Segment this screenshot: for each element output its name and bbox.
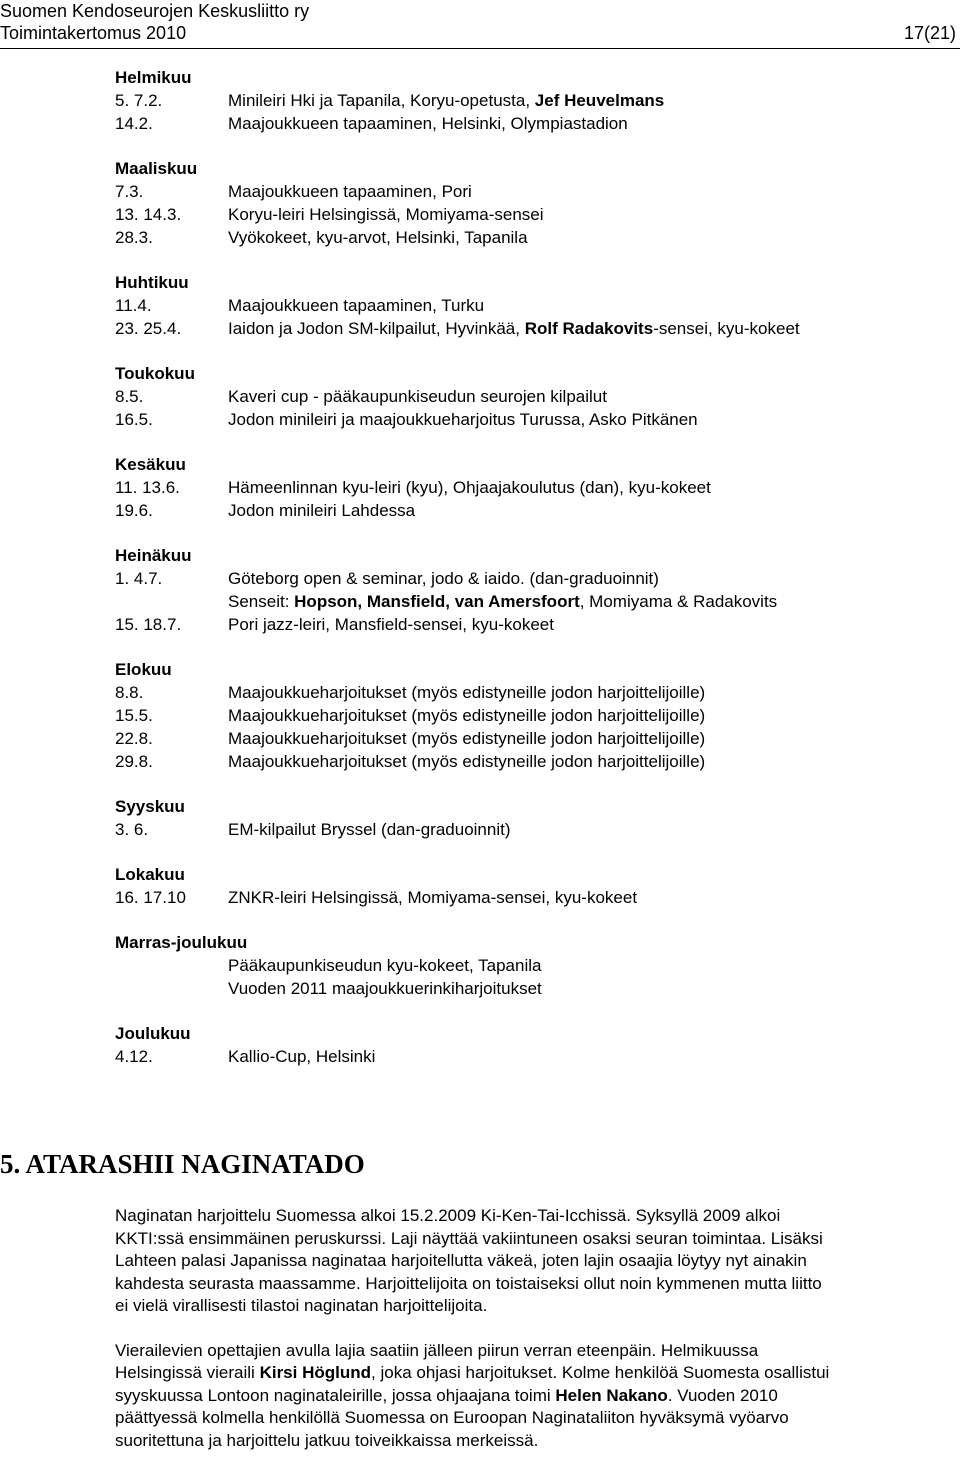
event-description xyxy=(228,681,935,704)
text-run: EM-kilpailut Bryssel (dan-graduoinnit) xyxy=(228,820,511,839)
text-run: Maajoukkueharjoitukset (myös edistyneille jodon harjoittelijoille) xyxy=(228,752,706,771)
event-date: 4.12. xyxy=(115,1047,153,1066)
month-name: Elokuu xyxy=(115,660,172,679)
month-block xyxy=(115,362,935,431)
text-run: Vierailevien opettajien avulla lajia saatiin jälleen piirun verran eteenpäin. Helmikuussa xyxy=(115,1340,759,1360)
event-row xyxy=(115,203,935,226)
event-line xyxy=(228,112,935,135)
header-page-number: 17(21) xyxy=(903,23,956,43)
event-date: 7.3. xyxy=(115,182,144,201)
event-line xyxy=(228,499,935,522)
paragraph-line xyxy=(115,1430,930,1453)
month-block xyxy=(115,544,935,636)
paragraph-line xyxy=(115,1362,930,1385)
text-run: Koryu-leiri Helsingissä, Momiyama-sensei xyxy=(228,205,544,224)
month-block xyxy=(115,271,935,340)
event-date: 1. 4.7. xyxy=(115,569,163,588)
text-run: ZNKR-leiri Helsingissä, Momiyama-sensei, kyu-kokeet xyxy=(228,888,638,907)
section-body xyxy=(115,1205,930,1474)
person-name: Rolf Radakovits xyxy=(524,319,654,338)
event-line xyxy=(228,89,935,112)
event-description xyxy=(228,294,935,317)
text-run: , Momiyama & Radakovits xyxy=(579,592,778,611)
text-run: Jodon minileiri ja maajoukkueharjoitus Turussa, Asko Pitkänen xyxy=(228,410,698,429)
event-description xyxy=(228,613,935,636)
text-run: Pori jazz-leiri, Mansfield-sensei, kyu-kokeet xyxy=(228,615,554,634)
event-description xyxy=(228,385,935,408)
text-run: Naginatan harjoittelu Suomessa alkoi 15.2.2009 Ki-Ken-Tai-Icchissä. Syksyllä 2009 alkoi xyxy=(115,1206,781,1225)
event-row xyxy=(115,294,935,317)
text-run: Maajoukkueen tapaaminen, Helsinki, Olympiastadion xyxy=(228,114,628,133)
page-header xyxy=(0,0,960,49)
text-run: , joka ohjasi harjoitukset. Kolme henkilöä Suomesta osallistui xyxy=(371,1363,830,1382)
event-line xyxy=(228,681,935,704)
text-run: päättyessä kolmella henkilöllä Suomessa on Euroopan Naginataliiton hyväksymä vyöarvo xyxy=(115,1408,789,1427)
event-date: 8.5. xyxy=(115,387,144,406)
event-description xyxy=(228,1045,935,1068)
event-date: 15. 18.7. xyxy=(115,615,182,634)
event-description xyxy=(228,886,935,909)
person-name: Jef Heuvelmans xyxy=(534,91,665,110)
person-name: Helen Nakano xyxy=(555,1385,668,1405)
event-date: 13. 14.3. xyxy=(115,205,182,224)
event-description xyxy=(228,112,935,135)
event-date: 23. 25.4. xyxy=(115,319,182,338)
event-row xyxy=(115,681,935,704)
event-line xyxy=(228,408,935,431)
month-name: Marras-joulukuu xyxy=(115,933,248,952)
paragraph-line xyxy=(115,1273,930,1296)
event-row xyxy=(115,89,935,112)
event-date: 14.2. xyxy=(115,114,153,133)
event-row xyxy=(115,818,935,841)
event-date: 19.6. xyxy=(115,501,153,520)
event-line xyxy=(228,1045,935,1068)
text-run: Helsingissä vieraili xyxy=(115,1363,260,1382)
text-run: KKTI:ssä ensimmäinen peruskurssi. Laji näyttää vakiintuneen osaksi seuran toimintaa. Lisäksi xyxy=(115,1228,823,1248)
event-date xyxy=(115,954,228,977)
event-line xyxy=(228,567,935,590)
month-name: Syyskuu xyxy=(115,797,185,816)
event-row xyxy=(115,112,935,135)
event-description xyxy=(228,476,935,499)
month-block xyxy=(115,453,935,522)
month-block xyxy=(115,658,935,773)
event-description xyxy=(228,89,935,112)
event-row xyxy=(115,408,935,431)
event-line xyxy=(228,954,935,977)
month-block xyxy=(115,66,935,135)
paragraph-line xyxy=(115,1250,930,1273)
text-run: Maajoukkueharjoitukset (myös edistyneille jodon harjoittelijoille) xyxy=(228,706,706,725)
event-date: 11.4. xyxy=(115,296,152,315)
event-row xyxy=(115,727,935,750)
text-run: Maajoukkueharjoitukset (myös edistyneille jodon harjoittelijoille) xyxy=(228,683,706,702)
person-name: Hopson, Mansfield, van Amersfoort xyxy=(294,592,580,611)
event-date: 11. 13.6. xyxy=(115,478,180,497)
event-description xyxy=(228,317,935,340)
text-run: ei vielä virallisesti tilastoi naginatan harjoittelijoita. xyxy=(115,1296,488,1315)
event-line xyxy=(228,317,935,340)
event-row xyxy=(115,476,935,499)
event-description xyxy=(228,226,935,249)
header-organization: Suomen Kendoseurojen Keskusliitto ry xyxy=(0,1,310,21)
event-date: 3. 6. xyxy=(115,820,149,839)
event-date: 28.3. xyxy=(115,228,153,247)
month-block xyxy=(115,863,935,909)
body-paragraph xyxy=(115,1205,930,1318)
text-run: -sensei, kyu-kokeet xyxy=(653,319,800,338)
event-date xyxy=(115,977,228,1000)
text-run: . Vuoden 2010 xyxy=(667,1385,778,1405)
event-date: 8.8. xyxy=(115,683,144,702)
paragraph-line xyxy=(115,1205,930,1228)
event-description xyxy=(228,203,935,226)
event-row xyxy=(115,886,935,909)
event-row xyxy=(115,180,935,203)
event-line xyxy=(228,203,935,226)
event-line xyxy=(228,385,935,408)
event-description xyxy=(228,727,935,750)
event-date: 16. 17.10 xyxy=(115,888,186,907)
month-block xyxy=(115,157,935,249)
event-line xyxy=(228,704,935,727)
event-description xyxy=(228,704,935,727)
text-run: Pääkaupunkiseudun kyu-kokeet, Tapanila xyxy=(228,956,542,975)
event-line xyxy=(228,590,935,613)
paragraph-line xyxy=(115,1407,930,1430)
text-run: Lahteen palasi Japanissa naginataa harjoitellutta väkeä, joten lajin osaajia löytyy nyt ainakin xyxy=(115,1251,807,1270)
event-date: 5. 7.2. xyxy=(115,91,163,110)
event-date: 15.5. xyxy=(115,706,153,725)
month-name: Lokakuu xyxy=(115,865,185,884)
event-row xyxy=(115,499,935,522)
event-row xyxy=(115,317,935,340)
event-date: 29.8. xyxy=(115,752,153,771)
section-heading: 5. ATARASHII NAGINATADO xyxy=(0,1149,365,1179)
month-name: Toukokuu xyxy=(115,364,195,383)
month-block xyxy=(115,931,935,1000)
event-description xyxy=(228,180,935,203)
paragraph-line xyxy=(115,1385,930,1408)
event-description xyxy=(228,408,935,431)
text-run: Göteborg open & seminar, jodo & iaido. (dan-graduoinnit) xyxy=(228,569,659,588)
text-run: Senseit: xyxy=(228,592,295,611)
text-run: Maajoukkueen tapaaminen, Turku xyxy=(228,296,485,315)
text-run: Hämeenlinnan kyu-leiri (kyu), Ohjaajakoulutus (dan), kyu-kokeet xyxy=(228,478,711,497)
event-line xyxy=(228,886,935,909)
text-run: Kaveri cup - pääkaupunkiseudun seurojen kilpailut xyxy=(228,387,607,406)
event-row xyxy=(115,567,935,613)
month-name: Kesäkuu xyxy=(115,455,186,474)
text-run: Minileiri Hki ja Tapanila, Koryu-opetusta, xyxy=(228,91,535,110)
month-block xyxy=(115,795,935,841)
event-description xyxy=(228,818,935,841)
event-row xyxy=(115,613,935,636)
event-line xyxy=(228,977,935,1000)
person-name: Kirsi Höglund xyxy=(259,1363,372,1382)
month-name: Heinäkuu xyxy=(115,546,192,565)
paragraph-line xyxy=(115,1340,930,1363)
paragraph-line xyxy=(115,1295,930,1318)
header-report-title: Toimintakertomus 2010 xyxy=(0,23,187,43)
event-date: 16.5. xyxy=(115,410,153,429)
text-run: Maajoukkueen tapaaminen, Pori xyxy=(228,182,472,201)
event-row xyxy=(115,1045,935,1068)
event-line xyxy=(228,727,935,750)
event-date: 22.8. xyxy=(115,729,153,748)
event-row xyxy=(115,226,935,249)
event-line xyxy=(228,613,935,636)
event-row xyxy=(115,385,935,408)
event-row xyxy=(115,750,935,773)
event-line xyxy=(228,750,935,773)
body-paragraph xyxy=(115,1340,930,1453)
event-line xyxy=(228,226,935,249)
text-run: suoritettuna ja harjoittelu jatkuu toiveikkaissa merkeissä. xyxy=(115,1430,539,1450)
event-description xyxy=(228,977,935,1000)
text-run: Iaidon ja Jodon SM-kilpailut, Hyvinkää, xyxy=(228,319,525,338)
event-calendar xyxy=(115,66,935,1090)
event-line xyxy=(228,818,935,841)
text-run: kahdesta seurasta maassamme. Harjoittelijoita on toistaiseksi ollut noin kymmenen mutta liitto xyxy=(115,1273,822,1293)
text-run: Kallio-Cup, Helsinki xyxy=(228,1047,376,1066)
event-line xyxy=(228,180,935,203)
month-name: Huhtikuu xyxy=(115,273,189,292)
month-name: Helmikuu xyxy=(115,68,192,87)
text-run: syyskuussa Lontoon naginataleirille, jossa ohjaajana toimi xyxy=(115,1385,556,1405)
event-row xyxy=(115,977,935,1000)
event-description xyxy=(228,567,935,613)
event-description xyxy=(228,954,935,977)
event-row xyxy=(115,704,935,727)
paragraph-line xyxy=(115,1228,930,1251)
text-run: Maajoukkueharjoitukset (myös edistyneille jodon harjoittelijoille) xyxy=(228,729,706,748)
month-block xyxy=(115,1022,935,1068)
event-description xyxy=(228,750,935,773)
month-name: Joulukuu xyxy=(115,1024,191,1043)
event-description xyxy=(228,499,935,522)
text-run: Vuoden 2011 maajoukkuerinkiharjoitukset xyxy=(228,979,542,998)
text-run: Jodon minileiri Lahdessa xyxy=(228,501,416,520)
text-run: Vyökokeet, kyu-arvot, Helsinki, Tapanila xyxy=(228,228,528,247)
event-row xyxy=(115,954,935,977)
month-name: Maaliskuu xyxy=(115,159,198,178)
event-line xyxy=(228,476,935,499)
event-line xyxy=(228,294,935,317)
